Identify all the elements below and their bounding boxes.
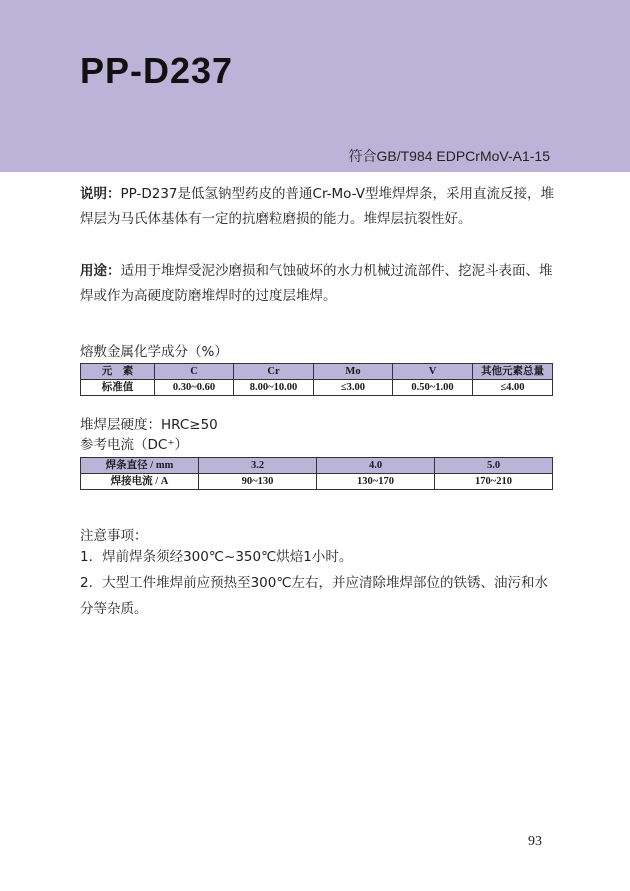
page-number: 93 [528,834,542,849]
composition-header-row [81,364,553,380]
current-value-row [81,474,553,490]
composition-value-cell: ≤3.00 [314,380,393,396]
current-header-cell: 焊条直径 / mm [81,458,199,474]
hardness-text: 堆焊层硬度：HRC≥50 [80,417,218,433]
composition-header-cell: Mo [314,364,393,380]
composition-header-cell: V [393,364,473,380]
current-heading: 参考电流（DC⁺） [80,437,188,453]
description-paragraph [80,182,558,232]
composition-header-cell: C [155,364,234,380]
composition-value-cell: 0.30~0.60 [155,380,234,396]
usage-label: 用途： [80,263,121,279]
composition-value-cell: 0.50~1.00 [393,380,473,396]
description-text: PP-D237是低氢钠型药皮的普通Cr-Mo-V型堆焊焊条，采用直流反接，堆焊层为马氏体基体有一定的抗磨粒磨损的能力。堆焊层抗裂性好。 [80,186,554,227]
current-value-cell: 90~130 [199,474,317,490]
current-value-cell: 130~170 [317,474,435,490]
composition-value-cell: ≤4.00 [473,380,553,396]
current-header-cell: 3.2 [199,458,317,474]
note-item: 1．焊前焊条须经300℃~350℃烘焙1小时。 [80,549,353,565]
usage-paragraph [80,259,558,309]
current-table [80,457,553,490]
composition-header-cell: 元 素 [81,364,155,380]
current-header-cell: 5.0 [435,458,553,474]
current-value-cell: 焊接电流 / A [81,474,199,490]
standard-label: 符合GB/T984 EDPCrMoV-A1-15 [348,148,550,164]
current-header-cell: 4.0 [317,458,435,474]
composition-value-row [81,380,553,396]
composition-header-cell: Cr [234,364,314,380]
usage-text: 适用于堆焊受泥沙磨损和气蚀破坏的水力机械过流部件、挖泥斗表面、堆焊或作为高硬度防磨堆焊时的过度层堆焊。 [80,263,553,304]
composition-value-cell: 8.00~10.00 [234,380,314,396]
product-title: PP-D237 [80,50,234,91]
current-header-row [81,458,553,474]
notes-title: 注意事项： [80,528,148,544]
notes-list [80,544,558,622]
description-label: 说明： [80,186,121,202]
composition-header-cell: 其他元素总量 [473,364,553,380]
composition-value-cell: 标准值 [81,380,155,396]
note-item: 2．大型工件堆焊前应预热至300℃左右，并应清除堆焊部位的铁锈、油污和水分等杂质。 [80,575,549,617]
current-value-cell: 170~210 [435,474,553,490]
composition-heading: 熔敷金属化学成分（%） [80,344,228,360]
composition-table [80,363,553,396]
header-band [0,0,630,172]
